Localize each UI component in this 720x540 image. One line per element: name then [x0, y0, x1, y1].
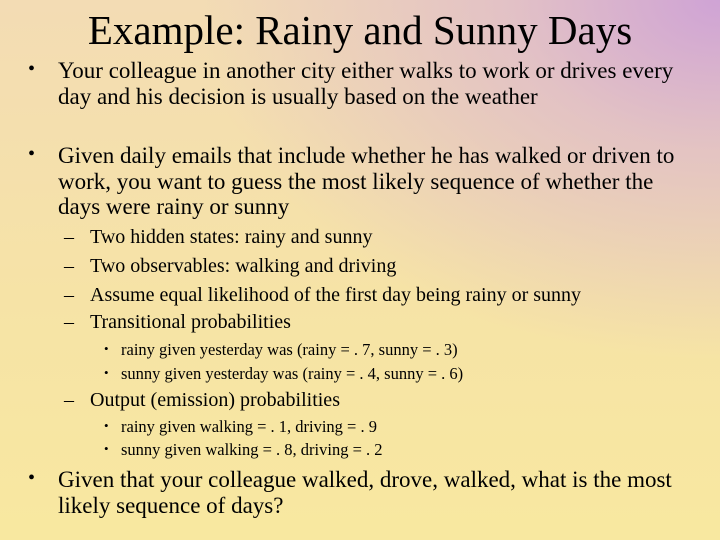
bullet-dot-icon: • [28, 143, 36, 165]
sub-bullet-item [64, 311, 704, 333]
sub-bullet-item [64, 226, 704, 248]
slide-title: Example: Rainy and Sunny Days [87, 7, 633, 53]
emission-text: sunny given walking = . 8, driving = . 2 [121, 440, 383, 459]
bullet-dot-icon: • [28, 467, 36, 489]
transition-item [104, 340, 684, 359]
sub-bullet-text: Assume equal likelihood of the first day being rainy or sunny [90, 284, 582, 306]
sub-bullet-item [64, 389, 704, 411]
bullet-dot-icon: • [104, 441, 109, 456]
final-question-text: Given that your colleague walked, drove, walked, what is the most likely sequence of days? [58, 467, 672, 518]
emission-item [104, 440, 684, 459]
dash-icon: – [64, 389, 74, 411]
dash-icon: – [64, 226, 74, 248]
transition-text: rainy given yesterday was (rainy = . 7, sunny = . 3) [121, 340, 458, 359]
sub-bullet-text: Two hidden states: rainy and sunny [90, 226, 373, 248]
bullet-dot-icon: • [104, 365, 109, 380]
emission-heading: Output (emission) probabilities [90, 389, 340, 411]
sub-bullet-item [64, 284, 704, 306]
sub-bullet-item [64, 255, 704, 277]
emission-item [104, 417, 684, 436]
bullet-dot-icon: • [104, 418, 109, 433]
bullet-text: Given daily emails that include whether he has walked or driven to work, you want to guess the most likely sequence of whether the days were rainy or sunny [58, 143, 675, 219]
bullet-dot-icon: • [28, 58, 36, 80]
bullet-text: Your colleague in another city either walks to work or drives every day and his decision is usually based on the weather [58, 58, 674, 109]
transition-text: sunny given yesterday was (rainy = . 4, sunny = . 6) [121, 364, 464, 383]
dash-icon: – [64, 311, 74, 333]
emission-text: rainy given walking = . 1, driving = . 9 [121, 417, 377, 436]
bullet-item [28, 143, 688, 220]
bullet-dot-icon: • [104, 341, 109, 356]
sub-bullet-text: Transitional probabilities [90, 311, 291, 333]
sub-bullet-text: Two observables: walking and driving [90, 255, 397, 277]
bullet-item [28, 58, 688, 109]
dash-icon: – [64, 284, 74, 306]
dash-icon: – [64, 255, 74, 277]
transition-item [104, 364, 684, 383]
bullet-item [28, 467, 688, 518]
